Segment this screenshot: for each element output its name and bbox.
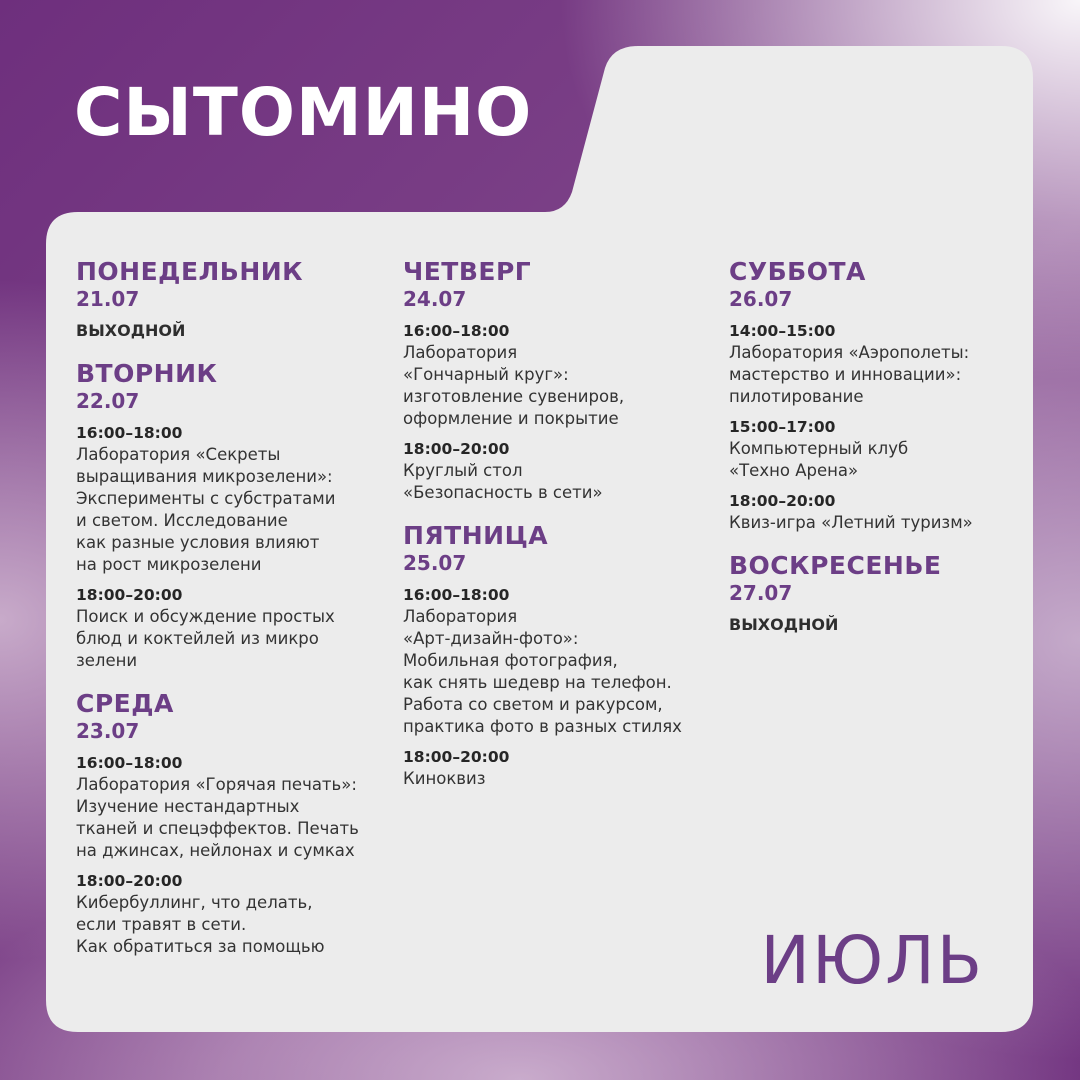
day-off-label: ВЫХОДНОЙ [729, 615, 839, 634]
event-description: Лаборатория «Аэрополеты: мастерство и инновации»: пилотирование [729, 343, 970, 406]
day-block [76, 690, 376, 958]
day-name: СУББОТА [729, 257, 866, 286]
day-name: ВТОРНИК [76, 359, 218, 388]
schedule-column-2 [403, 258, 703, 808]
day-name: ПЯТНИЦА [403, 521, 549, 550]
day-date: 25.07 [403, 551, 467, 575]
event-time: 18:00–20:00 [729, 492, 836, 510]
event-item [403, 584, 703, 738]
day-date: 21.07 [76, 287, 140, 311]
day-block [729, 258, 1029, 534]
day-date: 22.07 [76, 389, 140, 413]
event-time: 18:00–20:00 [403, 748, 510, 766]
day-name: ПОНЕДЕЛЬНИК [76, 257, 304, 286]
event-description: Круглый стол «Безопасность в сети» [403, 461, 603, 502]
event-item [76, 870, 376, 958]
page-title: СЫТОМИНО [74, 74, 533, 151]
month-label: ИЮЛЬ [760, 922, 984, 999]
event-item [403, 746, 703, 790]
day-block [403, 522, 703, 790]
day-name: ВОСКРЕСЕНЬЕ [729, 551, 942, 580]
event-time: 16:00–18:00 [76, 424, 183, 442]
event-time: 16:00–18:00 [403, 586, 510, 604]
event-time: 18:00–20:00 [403, 440, 510, 458]
day-date: 26.07 [729, 287, 793, 311]
event-description: Квиз-игра «Летний туризм» [729, 513, 973, 532]
day-date: 27.07 [729, 581, 793, 605]
event-description: Кибербуллинг, что делать, если травят в сети. Как обратиться за помощью [76, 893, 325, 956]
event-item [403, 320, 703, 430]
event-item [76, 422, 376, 576]
day-name: СРЕДА [76, 689, 174, 718]
event-description: Лаборатория «Арт-дизайн-фото»: Мобильная фотография, как снять шедевр на телефон. Работа со светом и ракурсом, практика фото в разных стилях [403, 607, 682, 736]
event-item [76, 752, 376, 862]
schedule-column-1 [76, 258, 376, 976]
event-description: Лаборатория «Секреты выращивания микрозелени»: Эксперименты с субстратами и светом. Исследование как разные условия влияют на рост микрозелени [76, 445, 336, 574]
day-block [729, 552, 1029, 636]
event-time: 18:00–20:00 [76, 872, 183, 890]
day-block [76, 258, 376, 342]
event-item [403, 438, 703, 504]
day-block [403, 258, 703, 504]
day-off-label: ВЫХОДНОЙ [76, 321, 186, 340]
event-time: 15:00–17:00 [729, 418, 836, 436]
event-description: Киноквиз [403, 769, 486, 788]
event-item [729, 490, 1029, 534]
event-description: Лаборатория «Горячая печать»: Изучение нестандартных тканей и спецэффектов. Печать на джинсах, нейлонах и сумках [76, 775, 359, 860]
event-item [729, 320, 1029, 408]
event-time: 18:00–20:00 [76, 586, 183, 604]
day-name: ЧЕТВЕРГ [403, 257, 532, 286]
event-description: Лаборатория «Гончарный круг»: изготовление сувениров, оформление и покрытие [403, 343, 625, 428]
day-block [76, 360, 376, 672]
event-item [76, 584, 376, 672]
schedule-column-3 [729, 258, 1029, 654]
day-date: 24.07 [403, 287, 467, 311]
event-description: Компьютерный клуб «Техно Арена» [729, 439, 909, 480]
event-description: Поиск и обсуждение простых блюд и коктейлей из микро зелени [76, 607, 335, 670]
day-date: 23.07 [76, 719, 140, 743]
event-time: 16:00–18:00 [76, 754, 183, 772]
event-time: 14:00–15:00 [729, 322, 836, 340]
event-item [729, 416, 1029, 482]
event-time: 16:00–18:00 [403, 322, 510, 340]
